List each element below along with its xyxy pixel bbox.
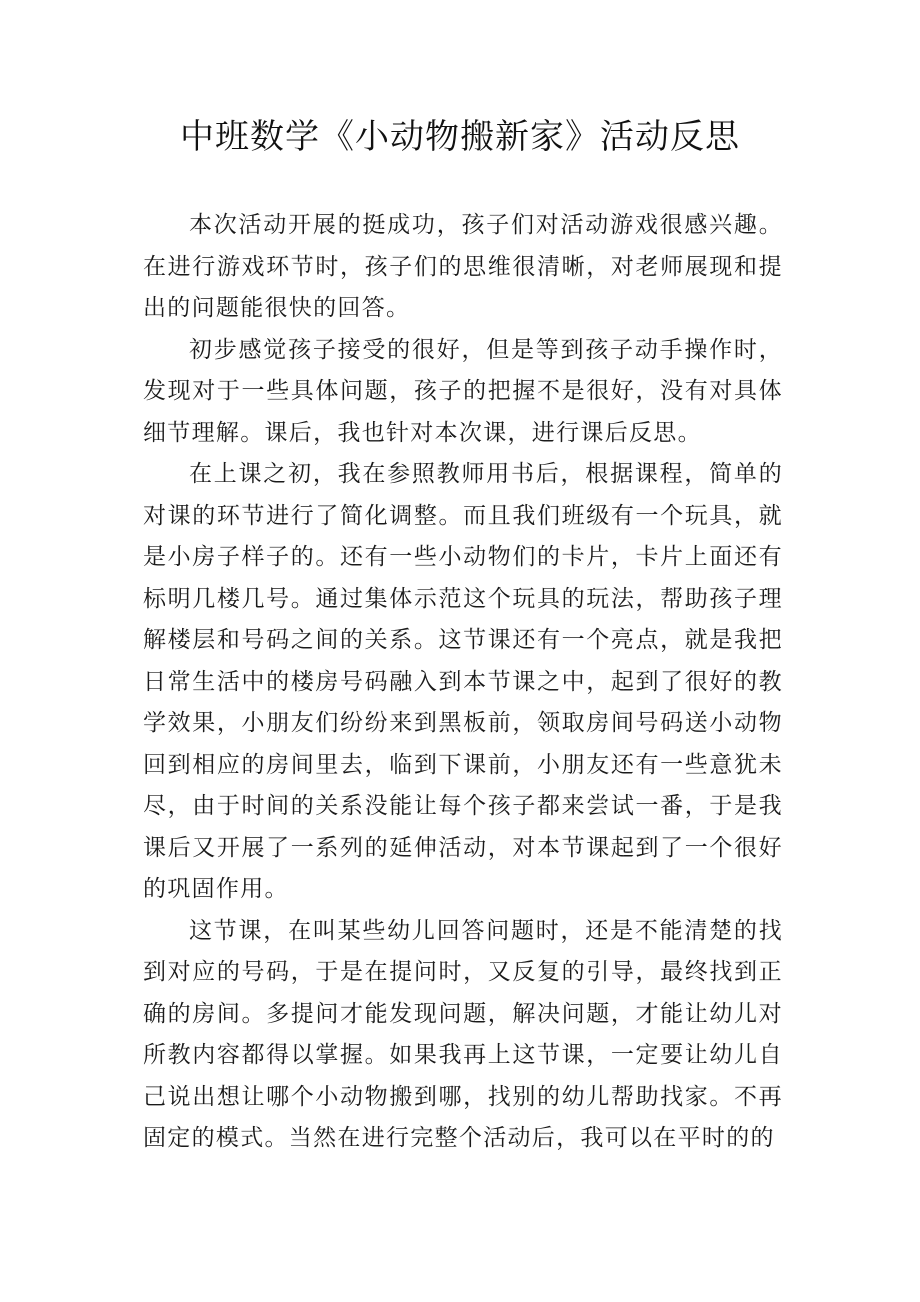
document-body xyxy=(143,205,783,1160)
document-title: 中班数学《小动物搬新家》活动反思 xyxy=(180,117,740,157)
paragraph-4: 这节课，在叫某些幼儿回答问题时，还是不能清楚的找到对应的号码，于是在提问时，又反复的引导，最终找到正确的房间。多提问才能发现问题，解决问题，才能让幼儿对所教内容都得以掌握。如果我再上这节课，一定要让幼儿自己说出想让哪个小动物搬到哪，找别的幼儿帮助找家。不再固定的模式。当然在进行完整个活动后，我可以在平时的的 xyxy=(143,917,783,1151)
paragraph-2: 初步感觉孩子接受的很好，但是等到孩子动手操作时，发现对于一些具体问题，孩子的把握不是很好，没有对具体细节理解。课后，我也针对本次课，进行课后反思。 xyxy=(143,336,783,446)
paragraph-3: 在上课之初，我在参照教师用书后，根据课程，简单的对课的环节进行了简化调整。而且我们班级有一个玩具，就是小房子样子的。还有一些小动物们的卡片，卡片上面还有标明几楼几号。通过集体示范这个玩具的玩法，帮助孩子理解楼层和号码之间的关系。这节课还有一个亮点，就是我把日常生活中的楼房号码融入到本节课之中，起到了很好的教学效果，小朋友们纷纷来到黑板前，领取房间号码送小动物回到相应的房间里去，临到下课前，小朋友还有一些意犹未尽，由于时间的关系没能让每个孩子都来尝试一番，于是我课后又开展了一系列的延伸活动，对本节课起到了一个很好的巩固作用。 xyxy=(143,461,783,902)
paragraph-1: 本次活动开展的挺成功，孩子们对活动游戏很感兴趣。在进行游戏环节时，孩子们的思维很清晰，对老师展现和提出的问题能很快的回答。 xyxy=(143,212,783,321)
